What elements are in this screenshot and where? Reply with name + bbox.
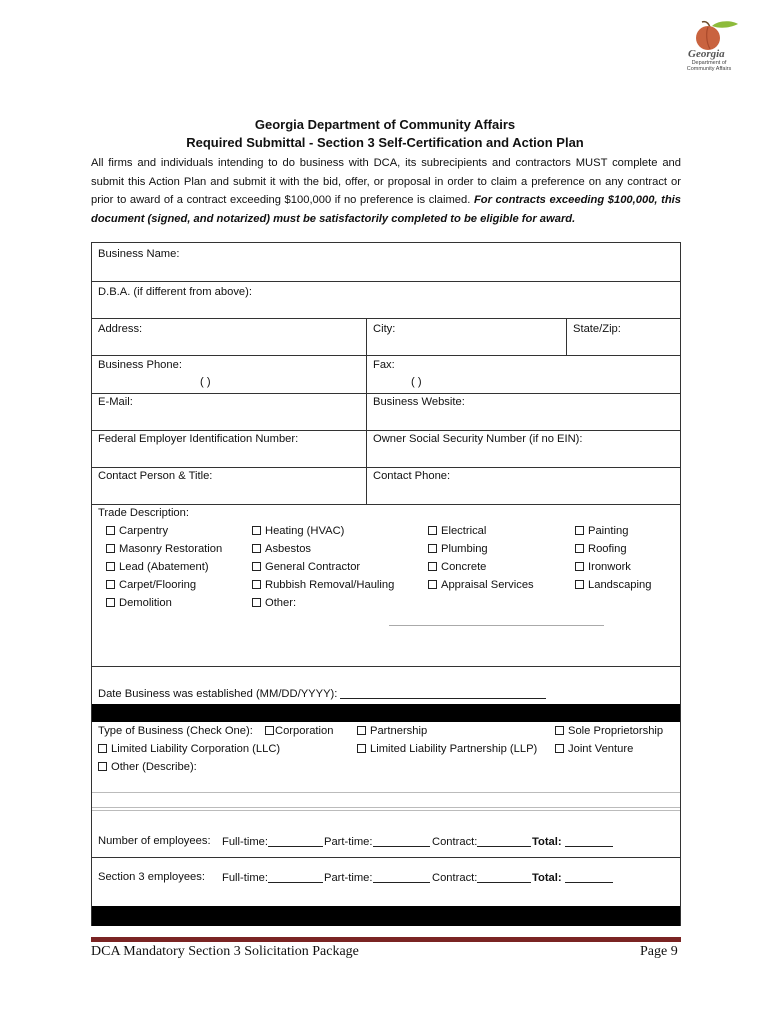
other-describe-line[interactable]: [92, 792, 680, 793]
full-time-field[interactable]: [268, 835, 323, 847]
ft-group: Full-time:: [222, 835, 323, 848]
website-label[interactable]: Business Website:: [373, 396, 465, 408]
dba-label: D.B.A. (if different from above):: [98, 286, 252, 298]
address-row: [92, 319, 680, 356]
num-employees-label: Number of employees:: [98, 835, 211, 847]
s3-pt-group: Part-time:: [324, 871, 430, 884]
option-sole-proprietorship[interactable]: Sole Proprietorship: [555, 725, 663, 737]
trade-plumbing[interactable]: Plumbing: [428, 543, 488, 555]
trade-roofing[interactable]: Roofing: [575, 543, 627, 555]
checkbox[interactable]: [428, 544, 437, 553]
logo-subtitle: Department of Community Affairs: [686, 60, 732, 72]
checkbox[interactable]: [106, 562, 115, 571]
checkbox[interactable]: [575, 544, 584, 553]
intro-text: All firms and individuals intending to do business with DCA, its subrecipients and contractors MUST complete and submit this Action Plan and submit it with the bid, offer, or proposal in order to claim a preference on any contract or prior to award of a contract exceeding $100,000 if no preference is claimed.: [91, 157, 681, 206]
checkbox[interactable]: [106, 598, 115, 607]
trade-appraisal[interactable]: Appraisal Services: [428, 579, 534, 591]
city-label[interactable]: City:: [373, 323, 396, 335]
trade-ironwork[interactable]: Ironwork: [575, 561, 631, 573]
checkbox[interactable]: [428, 580, 437, 589]
ct-group: Contract:: [432, 835, 531, 848]
part-time-field[interactable]: [373, 835, 430, 847]
s3-total-group: Total:: [532, 871, 613, 884]
trade-concrete[interactable]: Concrete: [428, 561, 486, 573]
type-of-business-label: Type of Business (Check One):: [98, 725, 253, 737]
checkbox[interactable]: [428, 526, 437, 535]
checkbox[interactable]: [265, 726, 274, 735]
address-label[interactable]: Address:: [98, 323, 143, 335]
email-label[interactable]: E-Mail:: [98, 396, 133, 408]
other-describe-line-2[interactable]: [92, 807, 680, 808]
s3-full-time-field[interactable]: [268, 871, 323, 883]
logo-word: Georgia: [688, 48, 725, 60]
checkbox[interactable]: [252, 598, 261, 607]
section3-employees-row: [92, 858, 680, 905]
checkbox[interactable]: [252, 526, 261, 535]
trade-electrical[interactable]: Electrical: [428, 525, 486, 537]
page-number: Page 9: [640, 944, 678, 959]
trade-carpet[interactable]: Carpet/Flooring: [106, 579, 196, 591]
total-group: Total:: [532, 835, 613, 848]
type-of-business-row: [92, 722, 680, 790]
state-zip-label[interactable]: State/Zip:: [573, 323, 621, 335]
footer-bar: [91, 937, 681, 942]
trade-description-label: Trade Description:: [98, 507, 189, 519]
checkbox[interactable]: [98, 762, 107, 771]
option-corporation[interactable]: Corporation: [265, 725, 333, 737]
checkbox[interactable]: [252, 580, 261, 589]
fax-label[interactable]: Fax:: [373, 359, 395, 371]
trade-lead[interactable]: Lead (Abatement): [106, 561, 209, 573]
phone-fax-row: [92, 356, 680, 394]
s3-contract-field[interactable]: [477, 871, 531, 883]
checkbox[interactable]: [555, 744, 564, 753]
checkbox[interactable]: [252, 544, 261, 553]
trade-landscaping[interactable]: Landscaping: [575, 579, 651, 591]
option-llp[interactable]: Limited Liability Partnership (LLP): [357, 743, 537, 755]
checkbox[interactable]: [106, 526, 115, 535]
intro-emphasis: For contracts exceeding $100,000, this document (signed, and notarized) must be satisfactorily completed to be eligible for award.: [91, 194, 681, 225]
dca-logo: [672, 18, 742, 76]
trade-description-row: [92, 505, 680, 667]
trade-other[interactable]: Other:: [252, 597, 296, 609]
business-phone-label[interactable]: Business Phone:: [98, 359, 182, 371]
date-established-row: [92, 667, 680, 703]
intro-paragraph: [91, 154, 681, 228]
phone-area-code[interactable]: ( ): [200, 376, 211, 388]
checkbox[interactable]: [106, 580, 115, 589]
fein-label[interactable]: Federal Employer Identification Number:: [98, 433, 299, 445]
checkbox[interactable]: [555, 726, 564, 735]
checkbox[interactable]: [357, 726, 366, 735]
agency-title: Georgia Department of Community Affairs: [254, 117, 516, 132]
contact-phone-label[interactable]: Contact Phone:: [373, 470, 451, 482]
separator-line: [92, 810, 680, 811]
footer-title: DCA Mandatory Section 3 Solicitation Package: [91, 944, 359, 959]
s3-total-field[interactable]: [565, 871, 613, 883]
checkbox[interactable]: [252, 562, 261, 571]
s3-ct-group: Contract:: [432, 871, 531, 884]
checkbox[interactable]: [357, 744, 366, 753]
s3-ft-group: Full-time:: [222, 871, 323, 884]
form-subtitle: Required Submittal - Section 3 Self-Certification and Action Plan: [186, 135, 584, 150]
option-partnership[interactable]: Partnership: [357, 725, 427, 737]
georgia-peach-icon: [672, 18, 742, 52]
trade-asbestos[interactable]: Asbestos: [252, 543, 311, 555]
trade-carpentry[interactable]: Carpentry: [106, 525, 168, 537]
contract-field[interactable]: [477, 835, 531, 847]
contact-person-label[interactable]: Contact Person & Title:: [98, 470, 213, 482]
num-employees-row: [92, 821, 680, 858]
trade-painting[interactable]: Painting: [575, 525, 628, 537]
pt-group: Part-time:: [324, 835, 430, 848]
contact-row: [92, 468, 680, 505]
date-established-label: Date Business was established (MM/DD/YYYY):: [98, 687, 546, 700]
fax-area-code[interactable]: ( ): [411, 376, 422, 388]
section3-employees-label: Section 3 employees:: [98, 871, 205, 883]
ssn-label[interactable]: Owner Social Security Number (if no EIN):: [373, 433, 583, 445]
checkbox[interactable]: [428, 562, 437, 571]
business-name-row[interactable]: [92, 243, 680, 282]
email-website-row: [92, 394, 680, 431]
fein-ssn-row: [92, 431, 680, 468]
total-field[interactable]: [565, 835, 613, 847]
option-other[interactable]: Other (Describe):: [98, 761, 197, 773]
dba-row[interactable]: [92, 282, 680, 319]
trade-rubbish[interactable]: Rubbish Removal/Hauling: [252, 579, 394, 591]
business-name-label: Business Name:: [98, 248, 180, 260]
trade-masonry[interactable]: Masonry Restoration: [106, 543, 222, 555]
checkbox[interactable]: [106, 544, 115, 553]
bottom-divider: [92, 906, 680, 926]
option-joint-venture[interactable]: Joint Venture: [555, 743, 633, 755]
date-established-field[interactable]: [340, 687, 546, 699]
checkbox[interactable]: [575, 562, 584, 571]
other-trade-line[interactable]: [389, 625, 604, 626]
trade-hvac[interactable]: Heating (HVAC): [252, 525, 344, 537]
checkbox[interactable]: [575, 526, 584, 535]
s3-part-time-field[interactable]: [373, 871, 430, 883]
option-llc[interactable]: Limited Liability Corporation (LLC): [98, 743, 280, 755]
business-info-form: [91, 242, 681, 926]
trade-general-contractor[interactable]: General Contractor: [252, 561, 360, 573]
checkbox[interactable]: [98, 744, 107, 753]
section-divider: [92, 704, 680, 722]
trade-demolition[interactable]: Demolition: [106, 597, 172, 609]
checkbox[interactable]: [575, 580, 584, 589]
